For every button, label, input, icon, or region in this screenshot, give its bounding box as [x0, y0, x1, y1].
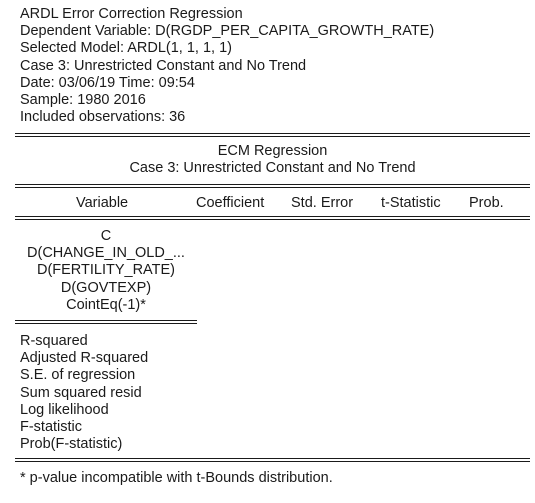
variable-row: CointEq(-1)* — [66, 296, 146, 313]
col-header-std-error: Std. Error — [291, 195, 354, 211]
variable-row: D(GOVTEXP) — [60, 279, 152, 296]
divider-variables — [15, 320, 197, 321]
variable-list — [15, 228, 197, 314]
included-observations: Included observations: 36 — [20, 109, 186, 126]
divider-stats — [15, 458, 530, 459]
stat-label: Sum squared resid — [20, 384, 142, 401]
divider-columns-double — [15, 219, 530, 220]
col-header-t-statistic: t-Statistic — [381, 195, 441, 211]
variable-row: D(CHANGE_IN_OLD_... — [27, 245, 185, 262]
divider-stats-double — [15, 461, 530, 462]
dependent-variable: Dependent Variable: D(RGDP_PER_CAPITA_GROWTH_RATE) — [20, 23, 435, 40]
section-subtitle: Case 3: Unrestricted Constant and No Trend — [129, 160, 416, 176]
col-header-coefficient: Coefficient — [196, 195, 265, 211]
divider-section — [15, 184, 530, 185]
regression-header — [20, 6, 434, 126]
date-time: Date: 03/06/19 Time: 09:54 — [20, 74, 195, 91]
divider-section-double — [15, 187, 530, 188]
col-header-variable: Variable — [76, 195, 129, 211]
divider-header-double — [15, 136, 530, 137]
col-header-prob: Prob. — [469, 195, 504, 211]
variable-row: D(FERTILITY_RATE) — [36, 262, 176, 279]
stat-label: Prob(F-statistic) — [20, 436, 123, 453]
footnote: * p-value incompatible with t-Bounds distribution. — [20, 470, 333, 486]
divider-header — [15, 133, 530, 134]
stat-label: S.E. of regression — [20, 367, 136, 384]
case-line: Case 3: Unrestricted Constant and No Trend — [20, 57, 307, 74]
stat-label: Log likelihood — [20, 401, 109, 418]
variable-row: C — [100, 228, 112, 244]
sample-range: Sample: 1980 2016 — [20, 91, 146, 108]
divider-variables-double — [15, 323, 197, 324]
section-title: ECM Regression — [217, 143, 328, 159]
stat-label: R-squared — [20, 333, 88, 349]
stat-label: Adjusted R-squared — [20, 350, 149, 367]
summary-statistics — [20, 333, 148, 453]
header-title: ARDL Error Correction Regression — [20, 6, 243, 22]
selected-model: Selected Model: ARDL(1, 1, 1, 1) — [20, 40, 232, 57]
divider-columns — [15, 216, 530, 217]
stat-label: F-statistic — [20, 418, 83, 435]
